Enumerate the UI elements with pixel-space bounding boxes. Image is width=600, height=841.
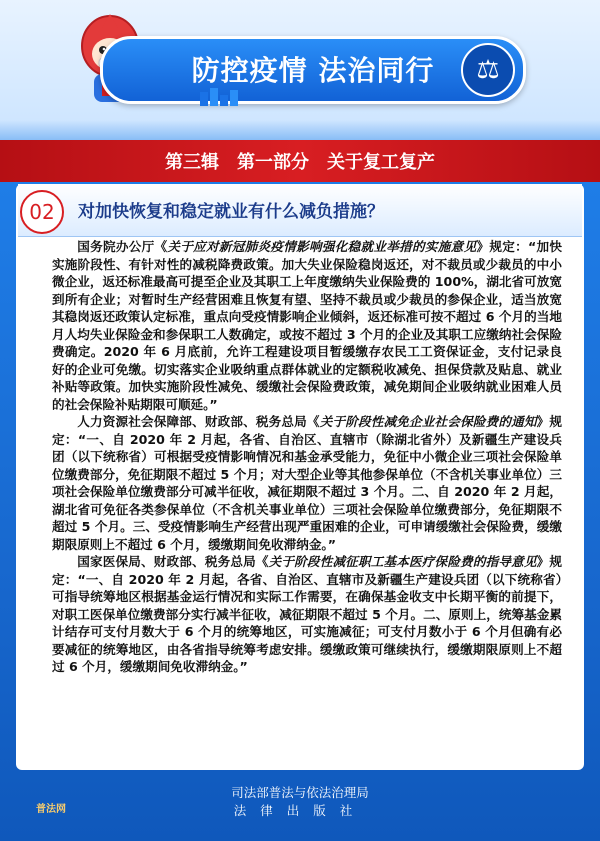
document-title: 关于应对新冠肺炎疫情影响强化稳就业举措的实施意见 bbox=[167, 239, 477, 254]
paragraph bbox=[52, 553, 562, 676]
corner-logo: 普法网 bbox=[36, 804, 66, 815]
banner-title: 防控疫情 法治同行 bbox=[191, 54, 435, 87]
paragraph-text: 》规定：“加快实施阶段性、有针对性的减税降费政策。加大失业保险稳岗返还，对不裁员或少裁员的中小微企业，返还标准最高可提至企业及其职工上年度缴纳失业保险费的 100%，湖北省可放宽到所有企业；对暂时生产经营困难且恢复有望、坚持不裁员或少裁员的参保企业，适当放宽其稳岗返还政策认定标准，重点向受疫情影响企业倾斜，返还标准可按不超过 6 个月的当地月人均失业保险金和参保职工人数确定，或按不超过 3 个月的企业及其职工应缴纳社会保险费确定。2020 年 6 月底前，允许工程建设项目暂缓缴存农民工工资保证金，支付记录良好的企业可免缴。切实落实企业吸纳重点群体就业的定额税收减免、担保贷款及贴息、就业补贴等政策。加快实施阶段性减免、缓缴社会保险费政策，减免期间企业吸纳就业困难人员的社会保险补贴期限可顺延。” bbox=[52, 239, 563, 412]
paragraph-text: 国家医保局、财政部、税务总局《 bbox=[77, 554, 269, 569]
answer-body bbox=[52, 238, 562, 676]
footer-publisher: 司法部普法与依法治理局 bbox=[231, 785, 369, 800]
paragraph-text: 》规定：“一、自 2020 年 2 月起，各省、自治区、直辖市（除湖北省外）及新疆生产建设兵团（以下统称省）可根据受疫情影响情况和基金承受能力，免征中小微企业三项社会保险单位缴费部分，免征期限不超过 5 个月；对大型企业等其他参保单位（不含机关事业单位）三项社会保险单位缴费部分可减半征收，减征期限不超过 3 个月。二、自 2020 年 2 月起，湖北省可免征各类参保单位（不含机关事业单位）三项社会保险单位缴费部分，免征期限不超过 5 个月。三、受疫情影响生产经营出现严重困难的企业，可申请缓缴社会保险费，缓缴期限原则上不超过 6 个月，缓缴期间免收滞纳金。” bbox=[52, 414, 563, 552]
paragraph-text: 》规定：“一、自 2020 年 2 月起，各省、自治区、直辖市及新疆生产建设兵团（以下统称省）可指导统筹地区根据基金运行情况和实际工作需要，在确保基金收支中长期平衡的前提下，对职工医保单位缴费部分实行减半征收，减征期限不超过 5 个月。二、原则上，统筹基金累计结存可支付月数大于 6 个月的统筹地区，可实施减征；可支付月数小于 6 个月但确有必要减征的统筹地区，由各省指导统筹考虑安排。缓缴政策可继续执行，缓缴期限原则上不超过 6 个月，缓缴期间免收滞纳金。” bbox=[52, 554, 563, 674]
paragraph bbox=[52, 238, 562, 413]
question-number: 02 bbox=[20, 190, 64, 234]
paragraph-text: 国务院办公厅《 bbox=[77, 239, 168, 254]
paragraph bbox=[52, 413, 562, 553]
title-banner bbox=[100, 36, 526, 104]
paragraph-text: 人力资源社会保障部、财政部、税务总局《 bbox=[77, 414, 320, 429]
question-title: 对加快恢复和稳定就业有什么减负措施？ bbox=[78, 202, 384, 222]
document-title: 关于阶段性减免企业社会保险费的通知 bbox=[319, 414, 537, 429]
footer bbox=[0, 784, 600, 820]
section-title: 第三辑 第一部分 关于复工复产 bbox=[165, 152, 435, 173]
footer-press: 法律出版社 bbox=[233, 803, 367, 818]
document-title: 关于阶段性减征职工基本医疗保险费的指导意见 bbox=[268, 554, 537, 569]
gavel-icon: ⚖ bbox=[461, 43, 515, 97]
city-skyline-icon bbox=[200, 86, 240, 106]
question-header bbox=[18, 184, 582, 237]
section-stripe bbox=[0, 140, 600, 182]
